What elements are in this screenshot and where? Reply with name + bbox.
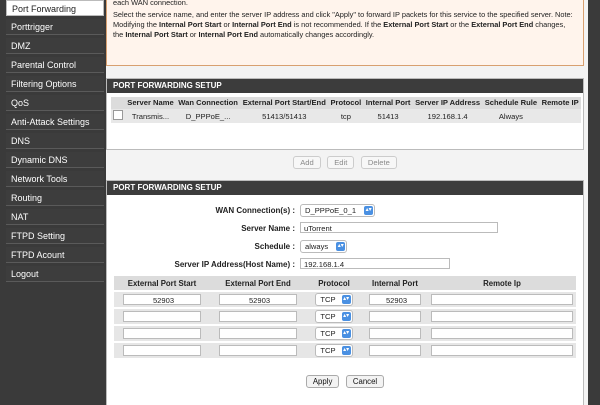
protocol-cell <box>306 291 362 308</box>
wan-connection-row <box>106 204 584 218</box>
protocol-value: TCP <box>320 295 336 304</box>
internal-port-input[interactable] <box>369 311 421 322</box>
remote-ip-input[interactable] <box>431 311 573 322</box>
internal-cell <box>362 342 428 358</box>
server-name-input[interactable]: uTorrent <box>300 222 498 233</box>
protocol-select[interactable] <box>315 310 352 323</box>
remote-cell <box>428 342 576 358</box>
cell-internal-port: 51413 <box>363 109 412 123</box>
sidebar <box>6 0 104 285</box>
table-row <box>114 342 576 358</box>
server-ip-field <box>300 258 450 269</box>
cell-remote-ip <box>539 109 581 123</box>
server-ip-input[interactable]: 192.168.1.4 <box>300 258 450 269</box>
sidebar-item-routing[interactable]: Routing <box>6 190 104 206</box>
wan-connection-field <box>300 204 375 217</box>
chevron-updown-icon: ▴▾ <box>343 313 350 319</box>
table-row <box>114 308 576 325</box>
external-port-end-input[interactable] <box>219 328 297 339</box>
column-header-wan-connection: Wan Connection <box>176 97 240 109</box>
column-header-external-port-end: External Port End <box>210 276 306 291</box>
wan-connection-label: WAN Connection(s) : <box>215 206 295 215</box>
server-name-field <box>300 222 498 233</box>
chevron-updown-icon: ▴▾ <box>343 347 350 353</box>
chevron-updown-icon: ▴▾ <box>343 296 350 302</box>
protocol-select[interactable] <box>315 327 352 340</box>
help-text-part: or <box>187 30 199 39</box>
remote-cell <box>428 325 576 342</box>
port-forwarding-list-panel <box>106 78 584 150</box>
help-text-part: automatically changes accordingly. <box>257 30 375 39</box>
protocol-value: TCP <box>320 329 336 338</box>
chevron-updown-icon: ▴▾ <box>343 330 350 336</box>
sidebar-item-dns[interactable]: DNS <box>6 133 104 149</box>
cancel-button[interactable]: Cancel <box>346 375 384 388</box>
protocol-select[interactable] <box>315 293 352 306</box>
sidebar-item-ftpd-setting[interactable]: FTPD Setting <box>6 228 104 244</box>
wan-connection-value: D_PPPoE_0_1 <box>305 206 357 215</box>
cell-server-ip: 192.168.1.4 <box>413 109 483 123</box>
port-forwarding-list-table <box>111 97 581 123</box>
sidebar-item-dmz[interactable]: DMZ <box>6 38 104 54</box>
remote-ip-input[interactable] <box>431 345 573 356</box>
column-header-server-name: Server Name <box>125 97 176 109</box>
sidebar-item-nat[interactable]: NAT <box>6 209 104 225</box>
internal-cell <box>362 291 428 308</box>
port-rules-table <box>114 276 576 358</box>
sidebar-item-ftpd-acount[interactable]: FTPD Acount <box>6 247 104 263</box>
column-header-internal-port: Internal Port <box>362 276 428 291</box>
sidebar-item-port-forwarding[interactable]: Port Forwarding <box>6 0 104 16</box>
ext-start-cell <box>114 308 210 325</box>
external-port-start-input[interactable] <box>123 311 201 322</box>
server-ip-label: Server IP Address(Host Name) : <box>174 260 295 269</box>
help-text-box <box>106 0 584 66</box>
schedule-field <box>300 240 347 253</box>
external-port-end-input[interactable] <box>219 311 297 322</box>
sidebar-item-network-tools[interactable]: Network Tools <box>6 171 104 187</box>
sidebar-item-porttrigger[interactable]: Porttrigger <box>6 19 104 35</box>
column-header-protocol: Protocol <box>306 276 362 291</box>
table-row[interactable] <box>111 109 581 123</box>
main-content <box>106 0 588 405</box>
help-bold: Internal Port Start <box>125 30 188 39</box>
sidebar-item-filtering-options[interactable]: Filtering Options <box>6 76 104 92</box>
help-bold: External Port End <box>471 20 534 29</box>
column-header-external-port-start: External Port Start <box>114 276 210 291</box>
ext-end-cell <box>210 325 306 342</box>
form-actions <box>106 375 584 388</box>
chevron-updown-icon: ▴▾ <box>337 243 344 249</box>
column-header-schedule-rule: Schedule Rule <box>482 97 539 109</box>
help-bold: Internal Port Start <box>159 20 222 29</box>
internal-port-input[interactable] <box>369 328 421 339</box>
help-text-part: changes, the <box>113 20 566 39</box>
ext-end-cell <box>210 291 306 308</box>
cell-server-name: Transmis... <box>125 109 176 123</box>
schedule-value: always <box>305 242 329 251</box>
sidebar-item-parental-control[interactable]: Parental Control <box>6 57 104 73</box>
schedule-row <box>106 240 584 254</box>
apply-button[interactable]: Apply <box>306 375 340 388</box>
external-port-end-input[interactable] <box>219 345 297 356</box>
sidebar-item-anti-attack-settings[interactable]: Anti-Attack Settings <box>6 114 104 130</box>
row-checkbox-cell[interactable] <box>111 109 125 123</box>
sidebar-item-dynamic-dns[interactable]: Dynamic DNS <box>6 152 104 168</box>
ext-end-cell <box>210 308 306 325</box>
sidebar-item-logout[interactable]: Logout <box>6 266 104 282</box>
cell-schedule-rule: Always <box>482 109 539 123</box>
help-bold: Internal Port End <box>232 20 292 29</box>
section-header: PORT FORWARDING SETUP <box>107 79 583 93</box>
protocol-cell <box>306 308 362 325</box>
schedule-label: Schedule : <box>254 242 295 251</box>
column-header-server-ip: Server IP Address <box>413 97 483 109</box>
section-header: PORT FORWARDING SETUP <box>107 181 583 195</box>
protocol-cell <box>306 325 362 342</box>
help-text-part: is not recommended. If the <box>291 20 384 29</box>
remote-ip-input[interactable] <box>431 294 573 305</box>
add-button[interactable]: Add <box>293 156 321 169</box>
column-header-internal-port: Internal Port <box>363 97 412 109</box>
server-name-row <box>106 222 584 236</box>
ext-start-cell <box>114 342 210 358</box>
remote-cell <box>428 308 576 325</box>
edit-button[interactable]: Edit <box>327 156 354 169</box>
server-name-label: Server Name : <box>241 224 295 233</box>
help-bold: External Port Start <box>383 20 449 29</box>
remote-ip-input[interactable] <box>431 328 573 339</box>
server-ip-row <box>106 258 584 272</box>
internal-port-input[interactable]: 52903 <box>369 294 421 305</box>
column-header-external-port: External Port Start/End <box>240 97 328 109</box>
column-header-select <box>111 97 125 109</box>
schedule-select[interactable] <box>300 240 347 253</box>
cell-protocol: tcp <box>328 109 363 123</box>
protocol-cell <box>306 342 362 358</box>
wan-connection-select[interactable] <box>300 204 375 217</box>
help-text-part: or the <box>448 20 472 29</box>
cell-external-port: 51413/51413 <box>240 109 328 123</box>
help-bold: Internal Port End <box>198 30 258 39</box>
sidebar-item-qos[interactable]: QoS <box>6 95 104 111</box>
external-port-start-input[interactable] <box>123 345 201 356</box>
table-row <box>114 325 576 342</box>
row-checkbox[interactable] <box>113 110 123 120</box>
column-header-remote-ip: Remote Ip <box>428 276 576 291</box>
protocol-value: TCP <box>320 346 336 355</box>
help-text-part: Select the service name, and enter the server IP address and click "Apply" to forward IP packets for this service to the specified server. Note: Modifying the <box>113 10 573 29</box>
table-row <box>114 291 576 308</box>
delete-button[interactable]: Delete <box>361 156 397 169</box>
column-header-remote-ip: Remote IP <box>539 97 581 109</box>
ext-end-cell <box>210 342 306 358</box>
external-port-end-input[interactable]: 52903 <box>219 294 297 305</box>
ext-start-cell <box>114 325 210 342</box>
help-text-line0: each WAN connection. <box>113 0 188 7</box>
help-text-part: or <box>221 20 233 29</box>
internal-cell <box>362 325 428 342</box>
protocol-value: TCP <box>320 312 336 321</box>
protocol-select[interactable] <box>315 344 352 357</box>
external-port-start-input[interactable] <box>123 328 201 339</box>
help-text <box>113 10 577 40</box>
internal-port-input[interactable] <box>369 345 421 356</box>
external-port-start-input[interactable]: 52903 <box>123 294 201 305</box>
list-actions <box>106 156 584 169</box>
internal-cell <box>362 308 428 325</box>
column-header-protocol: Protocol <box>328 97 363 109</box>
chevron-updown-icon: ▴▾ <box>365 207 372 213</box>
ext-start-cell <box>114 291 210 308</box>
remote-cell <box>428 291 576 308</box>
cell-wan-connection: D_PPPoE_... <box>176 109 240 123</box>
